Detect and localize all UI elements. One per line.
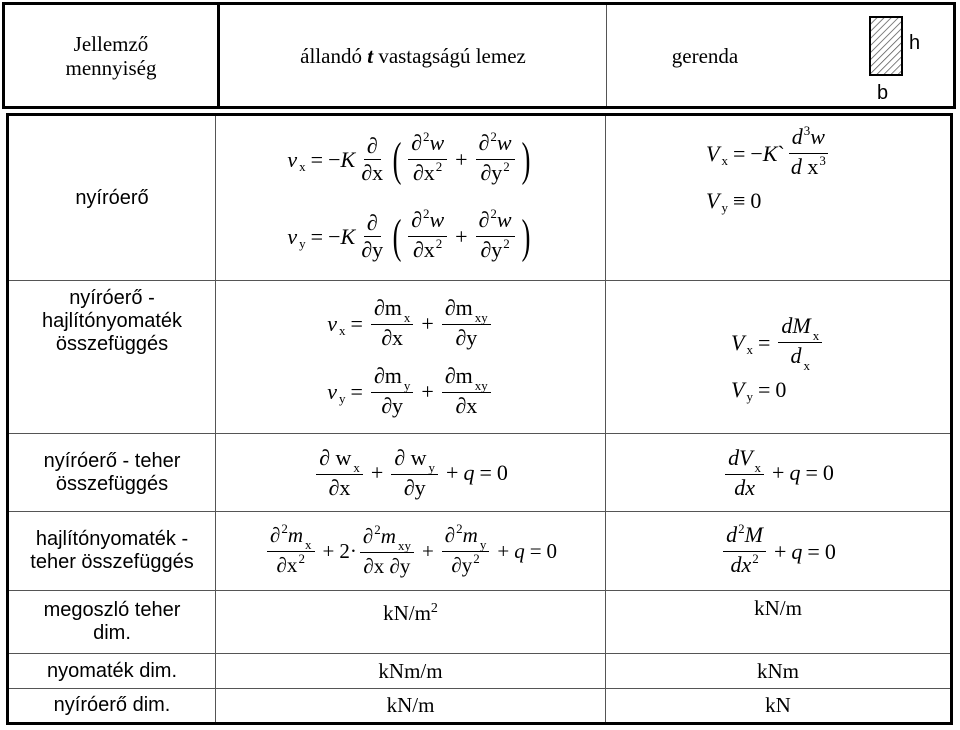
- row-label-line: nyíróerő: [75, 186, 149, 209]
- formula-vx-plate: v x = − K $\frac{\partial}{\partial x}$ ( $\frac{\partial^2w}{\partial x^2}$ + $\frac{\partial^2w}{\partial y^2}$ ): [287, 129, 530, 186]
- header-table: [2, 2, 956, 109]
- formula-vx-beam-moment: V x = $\frac{dM _x}{d _x}$: [731, 313, 825, 372]
- plate-unit-exponent: 2: [430, 601, 438, 616]
- header-characteristic: [5, 5, 220, 106]
- formula-moment-load-beam: $\frac{d^2M}{dx^2}$ + q = 0: [720, 522, 836, 581]
- formula-vy-moment: v y = $\frac{\partial m _y}{\partial y}$ + $\frac{\partial m _{xy}}{\partial x}$: [327, 363, 494, 419]
- beam-unit-value: kN: [765, 693, 791, 717]
- comparison-table: [6, 113, 953, 725]
- header-beam: [607, 5, 953, 106]
- table-row: [9, 434, 950, 512]
- beam-unit-value: kNm: [757, 658, 799, 683]
- formula-moment-load-plate: $\frac{\partial^2m _x}{\partial x^2}$ + 2· $\frac{\partial^2m _{xy}}{\partial x \partial y}$ + $\frac{\partial^2m _y}{\partial y^2}$ + q = 0: [264, 522, 557, 581]
- row-label-line: nyíróerő dim.: [53, 694, 171, 716]
- beam-cross-section-icon: [865, 15, 945, 101]
- formula-vx-beam: V x = − K ` $\frac{d^3w}{d x^3}$: [706, 124, 832, 183]
- beam-formula: [606, 281, 950, 433]
- formula-shear-load-plate: $\frac{\partial w _x}{\partial x}$ + $\frac{\partial w _y}{\partial y}$ + q = 0: [313, 445, 508, 501]
- row-label: [9, 591, 216, 653]
- formula-vy-beam-moment: V y = 0: [731, 377, 787, 404]
- table-row: [9, 281, 950, 434]
- row-label: [9, 116, 216, 280]
- row-label-line: összefüggés: [55, 333, 169, 355]
- plate-unit-value: kNm/m: [378, 658, 443, 683]
- plate-unit: [216, 591, 606, 653]
- formula-vy-beam: V y ≡ 0: [706, 188, 762, 215]
- beam-unit: [606, 654, 950, 688]
- formula-vy-plate: v y = − K $\frac{\partial}{\partial y}$ ( $\frac{\partial^2w}{\partial x^2}$ + $\frac{\partial^2w}{\partial y^2}$ ): [287, 206, 530, 263]
- header-plate-post: vastagságú lemez: [373, 43, 526, 68]
- row-label: [9, 654, 216, 688]
- beam-h-label: h: [909, 32, 921, 54]
- header-beam-label: gerenda: [671, 43, 739, 68]
- row-label: [9, 512, 216, 590]
- plate-formula: [216, 434, 606, 511]
- row-label: [9, 281, 216, 433]
- header-plate-pre: állandó: [300, 43, 368, 68]
- formula-shear-load-beam: $\frac{dV _x}{dx}$ + q = 0: [722, 445, 834, 501]
- beam-unit-value: kN/m: [754, 596, 802, 620]
- row-label-line: nyíróerő - teher: [43, 449, 181, 472]
- beam-unit: [606, 689, 950, 722]
- beam-unit: [606, 591, 950, 653]
- table-row: [9, 512, 950, 591]
- header-plate-var: t: [367, 43, 374, 68]
- row-label: [9, 434, 216, 511]
- table-row: [9, 116, 950, 281]
- row-label-line: teher összefüggés: [30, 551, 194, 573]
- beam-formula: [606, 116, 950, 280]
- table-row: [9, 591, 950, 654]
- plate-unit-value: kN/m: [383, 601, 431, 625]
- plate-formula: [216, 116, 606, 280]
- formula-vx-moment: v x = $\frac{\partial m _x}{\partial x}$ + $\frac{\partial m _{xy}}{\partial y}$: [327, 295, 494, 351]
- beam-b-label: b: [877, 82, 889, 101]
- row-label-line: hajlítónyomaték: [41, 310, 183, 332]
- header-characteristic-line1: Jellemző: [73, 31, 149, 56]
- row-label-line: nyíróerő -: [69, 287, 155, 309]
- beam-formula: [606, 512, 950, 590]
- table-row: [9, 689, 950, 722]
- row-label-line: dim.: [93, 622, 131, 644]
- row-label-line: megoszló teher: [43, 599, 181, 621]
- row-label-line: hajlítónyomaték -: [35, 528, 189, 550]
- plate-unit: [216, 654, 606, 688]
- plate-formula: [216, 281, 606, 433]
- row-label-line: nyomaték dim.: [46, 659, 178, 682]
- header-characteristic-line2: mennyiség: [65, 55, 157, 80]
- beam-formula: [606, 434, 950, 511]
- table-row: [9, 654, 950, 689]
- plate-unit: [216, 689, 606, 722]
- row-label-line: összefüggés: [55, 472, 169, 495]
- plate-formula: [216, 512, 606, 590]
- row-label: [9, 689, 216, 722]
- header-plate: [220, 5, 607, 106]
- plate-unit-value: kN/m: [386, 693, 435, 717]
